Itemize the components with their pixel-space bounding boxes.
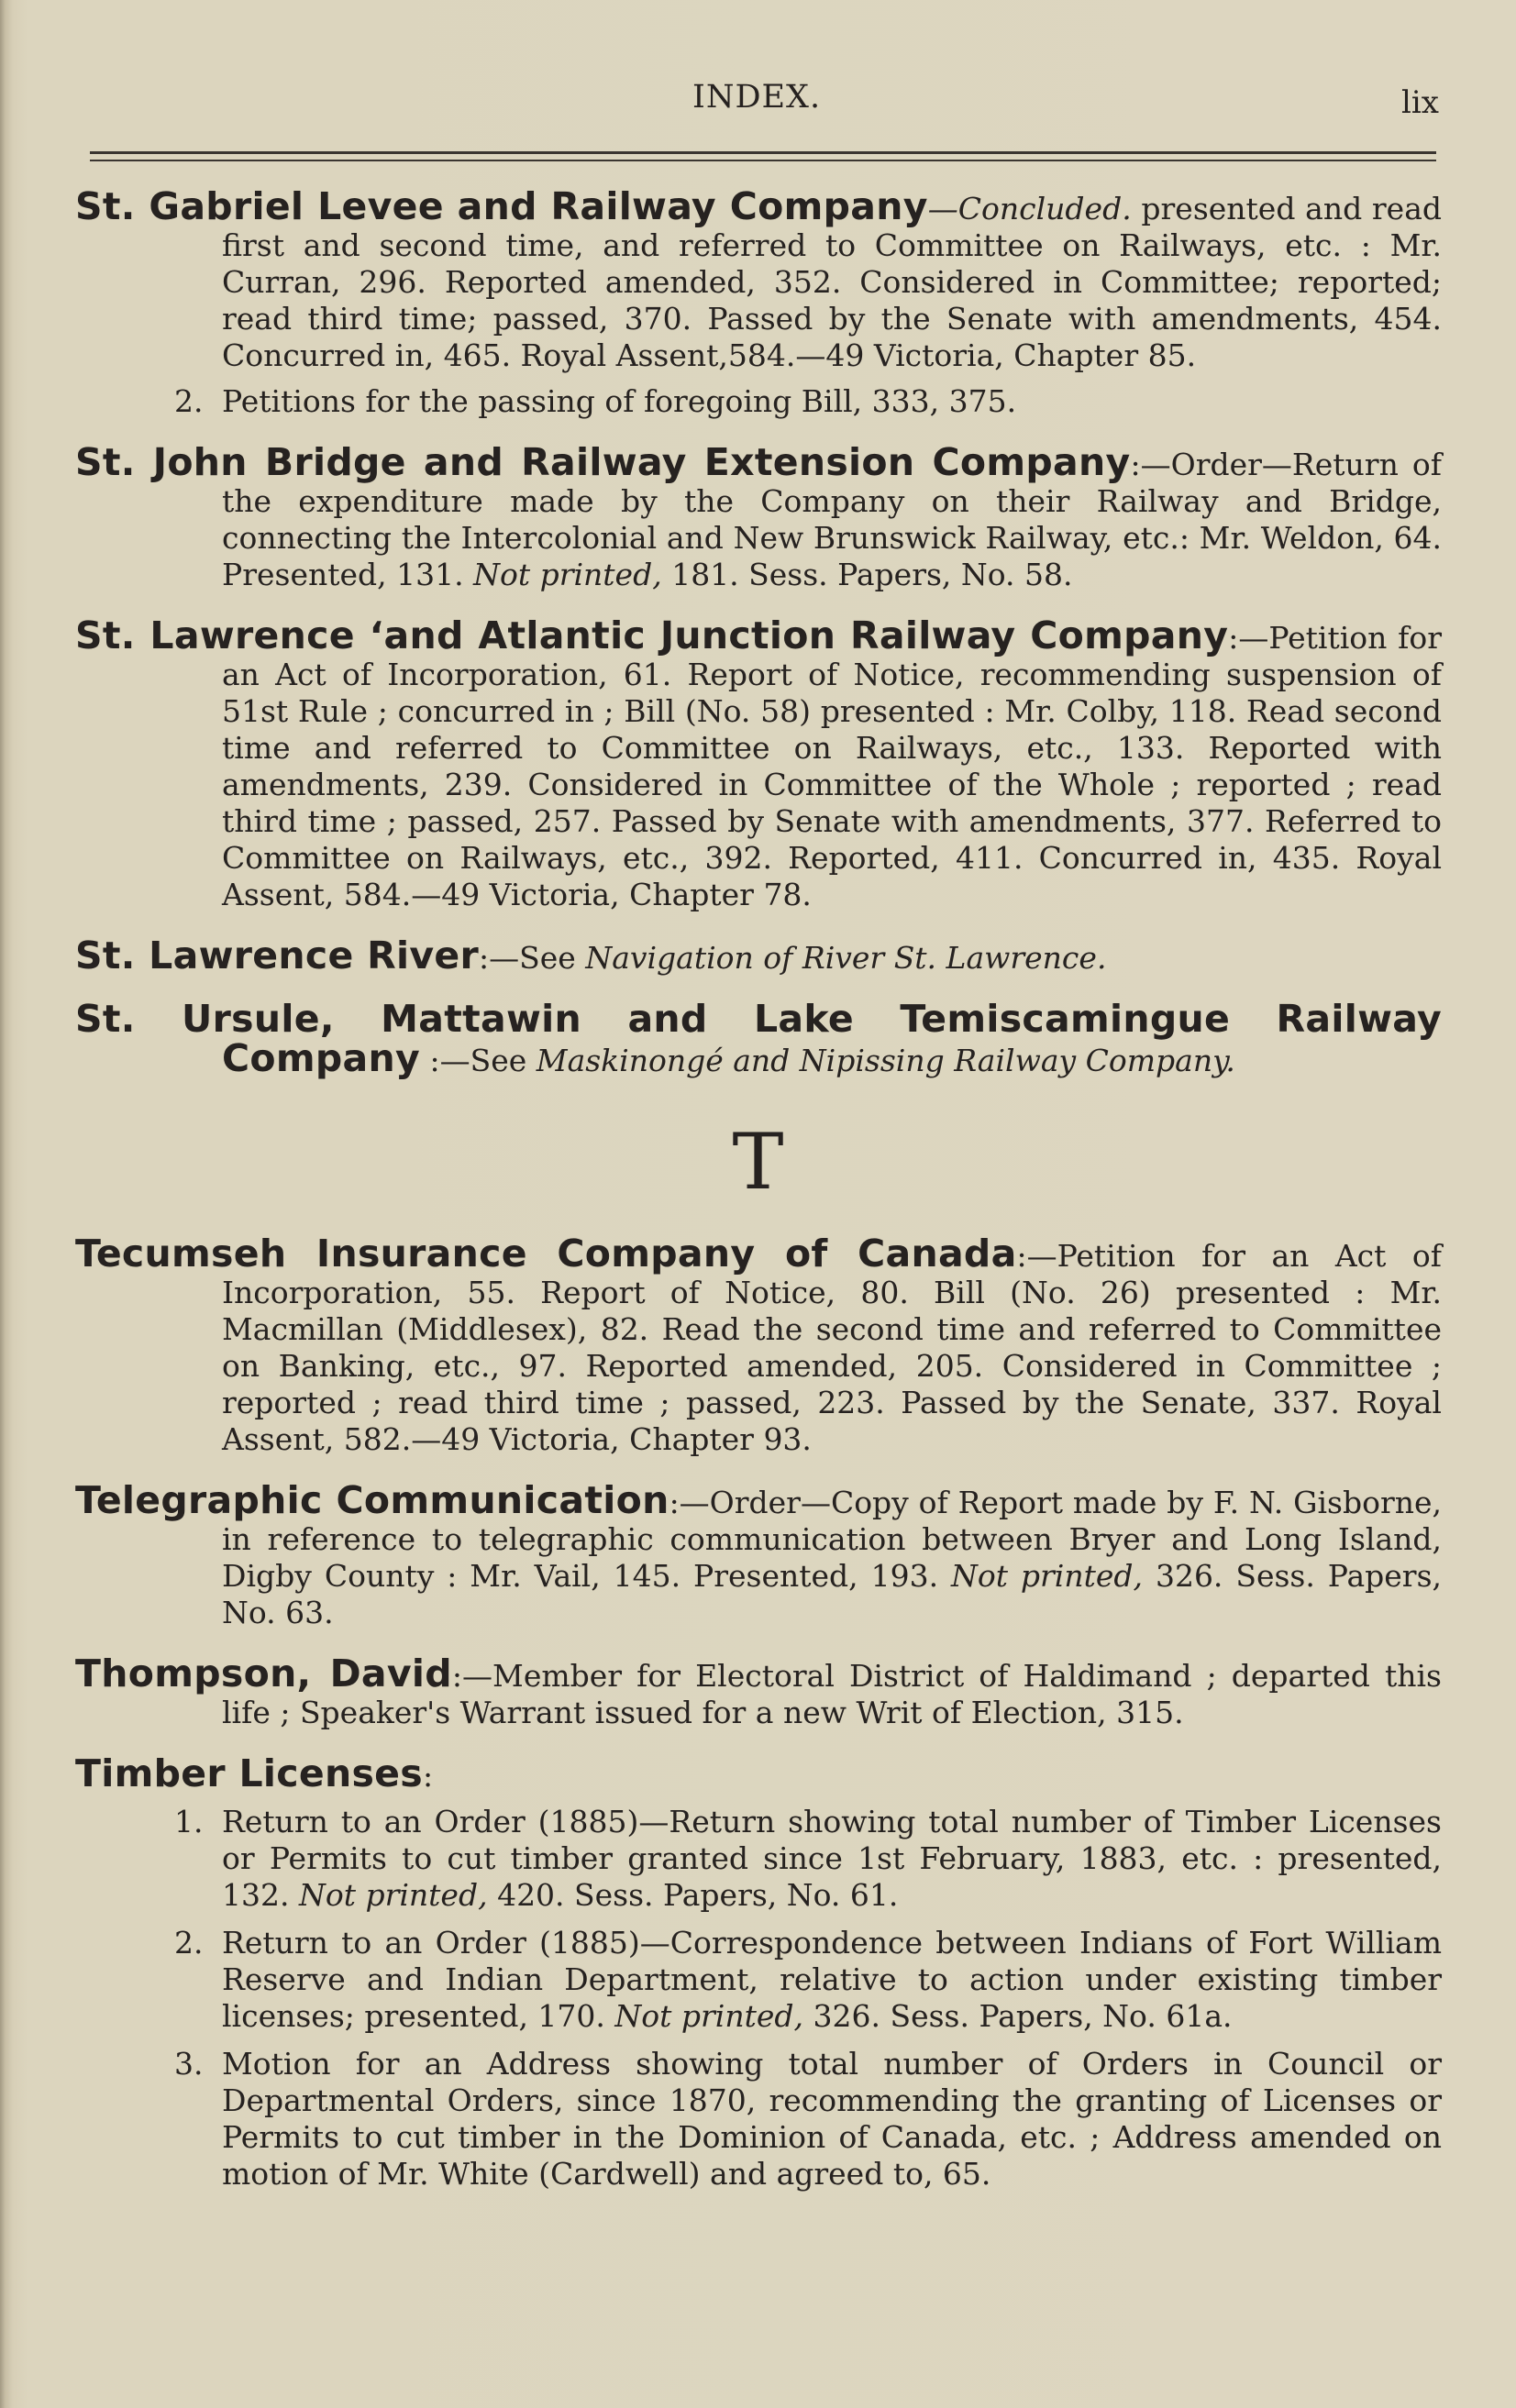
entry-text-end: 326. Sess. Papers, No. 63. xyxy=(222,1558,1443,1630)
entry-text: :—See xyxy=(479,940,586,976)
entry-heading: St. Lawrence River xyxy=(75,933,480,978)
index-entry-st-lawrence-atlantic xyxy=(75,613,1443,913)
header-rule-secondary xyxy=(90,160,1436,161)
sub-entry xyxy=(75,1804,1442,1914)
sub-entry-number: 2. xyxy=(174,383,204,419)
sub-entry-number: 3. xyxy=(174,2046,204,2082)
see-reference: Maskinongé and Nipissing Railway Company. xyxy=(536,1043,1235,1078)
entry-colon: : xyxy=(423,1758,434,1794)
not-printed-note: Not printed, xyxy=(298,1877,488,1913)
entry-text-end: 181. Sess. Papers, No. 58. xyxy=(661,557,1073,592)
index-entry-st-john xyxy=(75,440,1442,593)
index-entry-tecumseh xyxy=(75,1232,1442,1458)
sub-entry-text: Return to an Order (1885)—Return showing total number of Timber Licenses or Permits to cut timber granted since 1st February, 1883, etc. : presented, 132. xyxy=(222,1804,1442,1913)
not-printed-note: Not printed, xyxy=(950,1558,1144,1594)
index-entry-st-gabriel xyxy=(75,184,1442,420)
sub-entry-text: Motion for an Address showing total number of Orders in Council or Departmental Orders, since 1870, recommending the granting of Licenses or Permits to cut timber in the Dominion of Canada, etc. ; Address amended on motion of Mr. White (Cardwell) and agreed to, 65. xyxy=(222,2046,1442,2192)
sub-entry-text: Return to an Order (1885)—Correspondence between Indians of Fort William Reserve and Indian Department, relative to action under existing timber licenses; presented, 170. xyxy=(222,1925,1442,2034)
entry-text: :—Member for Electoral District of Haldimand ; departed this life ; Speaker's Warrant issued for a new Writ of Election, 315. xyxy=(222,1658,1442,1730)
entry-text: :—Order—Copy of Report made by F. N. Gisborne, in reference to telegraphic communication between Bryer and Long Island, Digby County : Mr. Vail, 145. Presented, 193. xyxy=(222,1485,1442,1594)
sub-entry-text: Petitions for the passing of foregoing Bill, 333, 375. xyxy=(222,383,1017,419)
index-entry-timber-licenses xyxy=(75,1751,1442,2193)
entry-heading: Timber Licenses xyxy=(75,1751,423,1795)
sub-entry-number: 1. xyxy=(174,1804,204,1839)
header-rule xyxy=(90,151,1436,154)
entry-text: :—Petition for an Act of Incorporation, 55. Report of Notice, 80. Bill (No. 26) presented : Mr. Macmillan (Middlesex), 82. Read the second time and referred to Committee on Banking, etc., 97. Reported amended, 205. Considered in Committee ; reported ; read third time ; passed, 223. Passed by the Senate, 337. Royal Assent, 582.—49 Victoria, Chapter 93. xyxy=(222,1238,1442,1457)
index-entry-telegraphic xyxy=(75,1478,1443,1631)
sub-entry-text-end: 420. Sess. Papers, No. 61. xyxy=(487,1877,899,1913)
not-printed-note: Not printed, xyxy=(473,557,662,592)
see-reference: Navigation of River St. Lawrence. xyxy=(585,940,1107,976)
entry-heading: St. Lawrence ‘and Atlantic Junction Railway Company xyxy=(75,613,1229,657)
not-printed-note: Not printed, xyxy=(614,1998,803,2034)
entry-text: :—Petition for an Act of Incorporation, 61. Report of Notice, recommending suspension of 51st Rule ; concurred in ; Bill (No. 58) presented : Mr. Colby, 118. Read second time and referred to Committee on Railways, etc., 133. Reported with amendments, 239. Considered in Committee of the Whole ; reported ; read third time ; passed, 257. Passed by Senate with amendments, 377. Referred to Committee on Railways, etc., 392. Reported, 411. Concurred in, 435. Royal Assent, 584.—49 Victoria, Chapter 78. xyxy=(222,620,1443,912)
entry-heading: St. John Bridge and Railway Extension Company xyxy=(75,440,1131,484)
sub-entry xyxy=(75,383,1442,420)
page-header xyxy=(0,72,1516,127)
page-number: lix xyxy=(1401,84,1439,121)
entry-heading: Telegraphic Communication xyxy=(75,1478,669,1522)
entry-heading: St. Ursule, Mattawin and Lake Temiscamingue Railway Company xyxy=(75,997,1442,1080)
entry-text: presented and read first and second time, and referred to Committee on Railways, etc. : Mr. Curran, 296. Reported amended, 352. Considered in Committee; reported; read third time; passed, 370. Passed by the Senate with amendments, 454. Concurred in, 465. Royal Assent,584.—49 Victoria, Chapter 85. xyxy=(222,191,1442,373)
entry-text: :—See xyxy=(420,1043,537,1078)
section-letter: T xyxy=(732,1117,784,1207)
index-content xyxy=(75,184,1443,2216)
page-title: INDEX. xyxy=(692,79,822,116)
sub-entry xyxy=(75,1925,1442,2035)
sub-entry xyxy=(75,2046,1442,2193)
entry-heading: Thompson, David xyxy=(75,1651,452,1696)
entry-heading: St. Gabriel Levee and Railway Company xyxy=(75,184,928,228)
index-entry-st-ursule xyxy=(75,997,1442,1080)
index-entry-thompson xyxy=(75,1651,1442,1731)
entry-suffix: —Concluded. xyxy=(927,191,1132,226)
sub-entry-number: 2. xyxy=(174,1925,204,1961)
index-entry-st-lawrence-river xyxy=(75,933,1442,978)
entry-heading: Tecumseh Insurance Company of Canada xyxy=(75,1232,1017,1276)
sub-entry-text-end: 326. Sess. Papers, No. 61a. xyxy=(803,1998,1233,2034)
entry-text: :—Order—Return of the expenditure made by the Company on their Railway and Bridge, connecting the Intercolonial and New Brunswick Railway, etc.: Mr. Weldon, 64. Presented, 131. xyxy=(222,447,1442,592)
